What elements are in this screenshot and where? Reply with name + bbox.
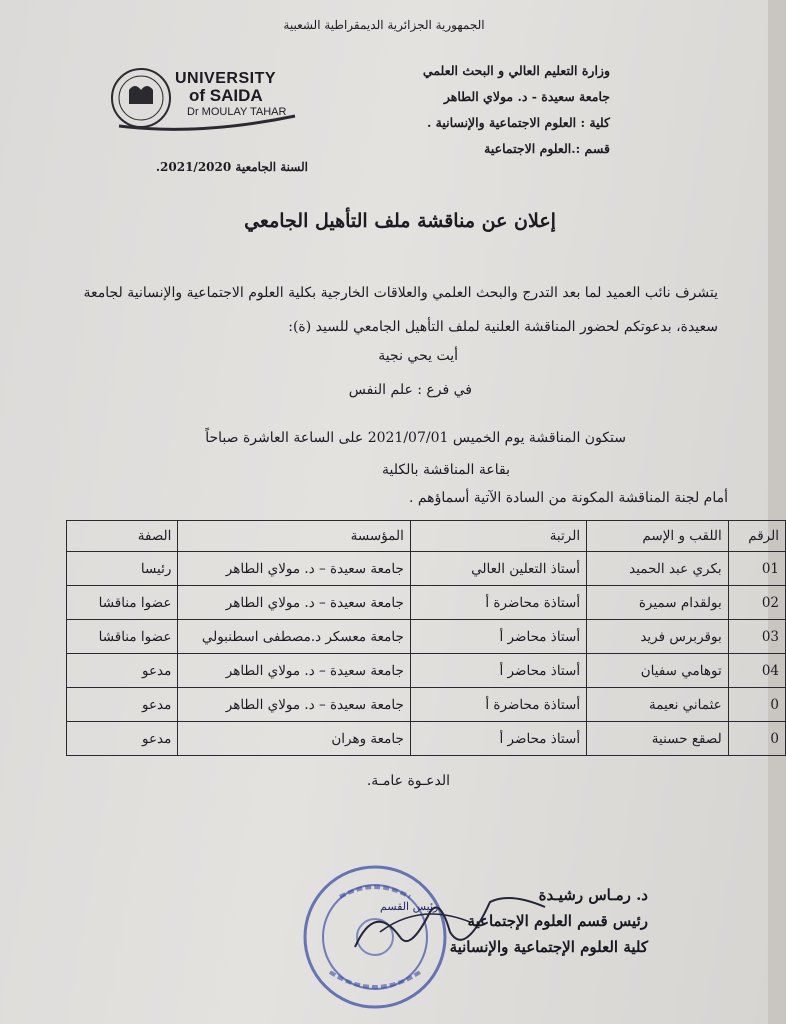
cell-institution: جامعة سعيدة – د. مولاي الطاهر: [178, 586, 410, 620]
cell-institution: جامعة معسكر د.مصطفى اسطنبولي: [178, 620, 410, 654]
cell-role: مدعو: [67, 722, 178, 756]
header-rank: الرتبة: [410, 521, 586, 552]
cell-role: عضوا مناقشا: [67, 620, 178, 654]
cell-role: عضوا مناقشا: [67, 586, 178, 620]
table-header-row: [67, 521, 786, 552]
logo-line-university: UNIVERSITY: [175, 70, 277, 87]
header-role: الصفة: [67, 521, 178, 552]
signatory-position: رئيس قسم العلوم الإجتماعية: [467, 912, 648, 930]
header-name: اللقب و الإسم: [587, 521, 729, 552]
cell-institution: جامعة وهران: [178, 722, 410, 756]
cell-rank: أستاذ محاضر أ: [410, 654, 586, 688]
candidate-name: أيت يحي نجية: [378, 348, 458, 364]
signature-block: [450, 882, 648, 960]
signatory-faculty: كلية العلوم الإجتماعية والإنسانية: [449, 938, 648, 956]
university-line: جامعة سعيدة - د. مولاي الطاهر: [443, 89, 610, 104]
cell-institution: جامعة سعيدة – د. مولاي الطاهر: [178, 654, 410, 688]
cell-role: رئيسا: [67, 552, 178, 586]
cell-name: بوقربرس فريد: [587, 620, 729, 654]
cell-num: 03: [728, 620, 785, 654]
committee-table-wrapper: [66, 520, 786, 756]
logo-line-moulay-tahar: Dr MOULAY TAHAR: [187, 106, 287, 118]
cell-name: لصقع حسنية: [587, 722, 729, 756]
branch-line: في فرع : علم النفس: [348, 382, 472, 398]
cell-institution: جامعة سعيدة – د. مولاي الطاهر: [178, 688, 410, 722]
cell-name: توهامي سفيان: [587, 654, 729, 688]
table-row: [67, 620, 786, 654]
table-row: [67, 586, 786, 620]
table-row: [67, 688, 786, 722]
header-num: الرقم: [728, 521, 785, 552]
table-row: [67, 722, 786, 756]
cell-rank: أستاذ محاضر أ: [410, 620, 586, 654]
public-invitation: الدعـوة عامـة.: [366, 773, 450, 789]
cell-institution: جامعة سعيدة – د. مولاي الطاهر: [178, 552, 410, 586]
signature-small-label: رئيس القسم: [380, 900, 439, 913]
signatory-name: د. رمـاس رشيـدة: [538, 886, 648, 904]
cell-rank: أستاذة محاضرة أ: [410, 586, 586, 620]
logo-line-saida: of SAIDA: [189, 86, 263, 105]
cell-rank: أستاذ التعلين العالي: [410, 552, 586, 586]
faculty-line: كلية : العلوم الاجتماعية والإنسانية .: [426, 115, 610, 130]
table-row: [67, 552, 786, 586]
table-row: [67, 654, 786, 688]
schedule-line: ستكون المناقشة يوم الخميس 2021/07/01 على الساعة العاشرة صباحاً: [205, 430, 626, 446]
cell-name: بولقدام سميرة: [587, 586, 729, 620]
cell-num: 0: [728, 722, 785, 756]
department-line: قسم :.العلوم الاجتماعية: [484, 141, 610, 156]
ministry-line: وزارة التعليم العالي و البحث العلمي: [422, 63, 610, 78]
academic-year: السنة الجامعية 2021/2020.: [155, 160, 308, 174]
cell-rank: أستاذ محاضر أ: [410, 722, 586, 756]
committee-intro: أمام لجنة المناقشة المكونة من السادة الآتية أسماؤهم .: [408, 490, 728, 506]
cell-num: 0: [728, 688, 785, 722]
venue-line: بقاعة المناقشة بالكلية: [382, 462, 510, 478]
announcement-title: إعلان عن مناقشة ملف التأهيل الجامعي: [244, 210, 556, 232]
header-institution: المؤسسة: [178, 521, 410, 552]
republic-heading: الجمهورية الجزائرية الديمقراطية الشعبية: [283, 18, 485, 32]
university-logo: [105, 66, 295, 138]
cell-role: مدعو: [67, 688, 178, 722]
admin-header: [310, 58, 610, 162]
cell-role: مدعو: [67, 654, 178, 688]
cell-name: بكري عبد الحميد: [587, 552, 729, 586]
cell-num: 04: [728, 654, 785, 688]
invitation-paragraph: يتشرف نائب العميد لما بعد التدرج والبحث العلمي والعلاقات الخارجية بكلية العلوم الاجتماعية والإنسانية لجامعة سعيدة، بدعوتكم لحضور المناقشة العلنية لملف التأهيل الجامعي للسيد (ة):: [83, 285, 718, 335]
cell-num: 01: [728, 552, 785, 586]
committee-table: [66, 520, 786, 756]
cell-num: 02: [728, 586, 785, 620]
cell-name: عثماني نعيمة: [587, 688, 729, 722]
cell-rank: أستاذة محاضرة أ: [410, 688, 586, 722]
